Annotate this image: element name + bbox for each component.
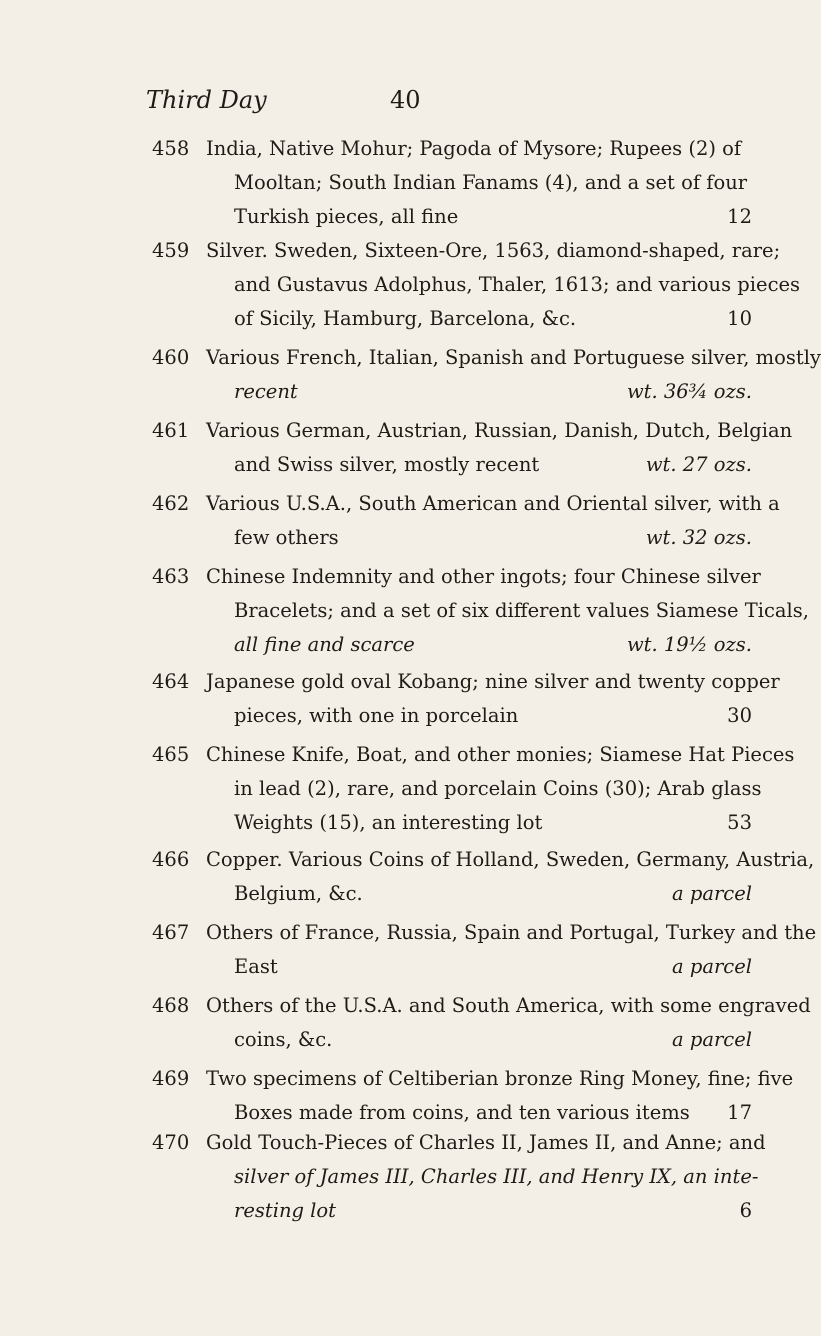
lot-price: a parcel [672,1028,752,1051]
lot-number: 469 [152,1067,190,1090]
lot-entry [152,665,780,733]
lot-price: wt. 19½ ozs. [626,633,752,656]
lot-text: Others of the U.S.A. and South America, with some engraved [206,994,811,1017]
lot-number: 458 [152,137,190,160]
lot-number: 459 [152,239,190,262]
lot-number: 463 [152,565,190,588]
lot-entry [152,341,821,409]
lot-text: Japanese gold oval Kobang; nine silver and twenty copper [206,670,780,693]
lot-number: 462 [152,492,190,515]
day-title: Third Day [146,86,267,114]
lot-price: 53 [727,811,752,834]
lot-text: Silver. Sweden, Sixteen-Ore, 1563, diamond-shaped, rare; [206,239,781,262]
lot-text: Copper. Various Coins of Holland, Sweden, Germany, Austria, [206,848,815,871]
lot-number: 461 [152,419,190,442]
lot-text: coins, &c. [234,1028,333,1051]
lot-number: 460 [152,346,190,369]
lot-entry [152,1062,794,1130]
lot-price: wt. 27 ozs. [645,453,752,476]
lot-text: Bracelets; and a set of six different values Siamese Ticals, [234,599,809,622]
lot-price: wt. 36¾ ozs. [626,380,752,403]
lot-text: and Swiss silver, mostly recent [234,453,540,476]
page-number: 40 [390,86,421,114]
lot-number: 465 [152,743,190,766]
lot-entry [152,916,817,984]
lot-text: of Sicily, Hamburg, Barcelona, &c. [234,307,577,330]
lot-text: silver of James III, Charles III, and Henry IX, an inte- [234,1165,759,1188]
lot-price: 10 [727,307,752,330]
lot-text: few others [234,526,339,549]
lot-text: recent [234,380,298,403]
lot-text: resting lot [234,1199,336,1222]
lot-price: 6 [739,1199,752,1222]
lot-text: India, Native Mohur; Pagoda of Mysore; Rupees (2) of [206,137,742,160]
lot-text: Various U.S.A., South American and Oriental silver, with a [206,492,780,515]
lot-price: 17 [727,1101,752,1124]
lot-entry [152,560,809,662]
lot-text: Mooltan; South Indian Fanams (4), and a set of four [234,171,748,194]
lot-entry [152,738,795,840]
lot-text: Boxes made from coins, and ten various items [234,1101,690,1124]
lot-text: Two specimens of Celtiberian bronze Ring Money, fine; five [206,1067,794,1090]
page-header [146,86,746,120]
lot-text: all fine and scarce [234,633,415,656]
lot-entry [152,1126,766,1228]
lot-entry [152,989,811,1057]
lot-price: a parcel [672,955,752,978]
lot-entry [152,843,815,911]
lot-number: 466 [152,848,190,871]
lot-entry [152,234,801,336]
lot-text: Turkish pieces, all fine [234,205,459,228]
lot-text: Various French, Italian, Spanish and Portuguese silver, mostly [206,346,821,369]
lot-text: Chinese Indemnity and other ingots; four Chinese silver [206,565,761,588]
lot-text: and Gustavus Adolphus, Thaler, 1613; and various pieces [234,273,801,296]
lot-text: East [234,955,278,978]
lot-price: 12 [727,205,752,228]
lot-text: Weights (15), an interesting lot [234,811,543,834]
lot-number: 468 [152,994,190,1017]
lot-text: pieces, with one in porcelain [234,704,519,727]
lot-number: 464 [152,670,190,693]
lot-number: 470 [152,1131,190,1154]
lot-price: a parcel [672,882,752,905]
lot-entry [152,487,780,555]
lot-text: Various German, Austrian, Russian, Danish, Dutch, Belgian [206,419,793,442]
lot-number: 467 [152,921,190,944]
lot-entry [152,414,793,482]
lot-text: in lead (2), rare, and porcelain Coins (30); Arab glass [234,777,762,800]
lot-text: Gold Touch-Pieces of Charles II, James II, and Anne; and [206,1131,766,1154]
lot-text: Belgium, &c. [234,882,363,905]
lot-text: Chinese Knife, Boat, and other monies; Siamese Hat Pieces [206,743,795,766]
lot-text: Others of France, Russia, Spain and Portugal, Turkey and the [206,921,817,944]
lot-price: 30 [727,704,752,727]
lot-price: wt. 32 ozs. [645,526,752,549]
lot-entry [152,132,752,234]
